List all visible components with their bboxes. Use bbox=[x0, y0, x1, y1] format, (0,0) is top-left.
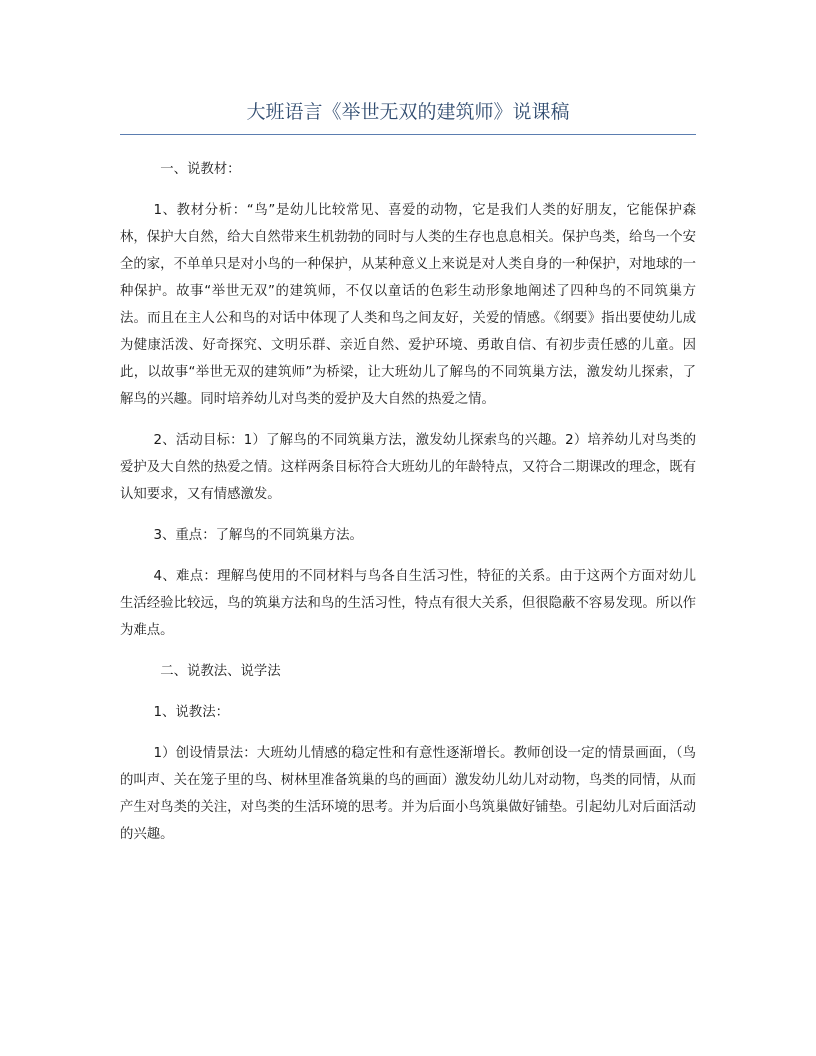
subheading-teaching-method: 1、说教法： bbox=[153, 705, 229, 720]
document-body bbox=[120, 156, 696, 862]
paragraph-difficulty: 4、难点：理解鸟使用的不同材料与鸟各自生活习性，特征的关系。由于这两个方面对幼儿生活经验比较远，鸟的筑巢方法和鸟的生活习性，特点有很大关系，但很隐蔽不容易发现。所以作为难点。 bbox=[120, 569, 696, 638]
paragraph-key-point: 3、重点：了解鸟的不同筑巢方法。 bbox=[153, 528, 363, 543]
section-heading-2: 二、说教法、说学法 bbox=[160, 664, 281, 679]
paragraph-activity-goals: 2、活动目标：1）了解鸟的不同筑巢方法，激发幼儿探索鸟的兴趣。2）培养幼儿对鸟类的爱护及大自然的热爱之情。这样两条目标符合大班幼儿的年龄特点，又符合二期课改的理念，既有认知要求，又有情感激发。 bbox=[120, 433, 696, 502]
title-divider bbox=[120, 134, 696, 135]
page-title: 大班语言《举世无双的建筑师》说课稿 bbox=[246, 101, 570, 123]
paragraph-scenario-method: 1）创设情景法：大班幼儿情感的稳定性和有意性逐渐增长。教师创设一定的情景画面，（鸟的叫声、关在笼子里的鸟、树林里准备筑巢的鸟的画面）激发幼儿幼儿对动物，鸟类的同情，从而产生对鸟类的关注，对鸟类的生活环境的思考。并为后面小鸟筑巢做好铺垫。引起幼儿对后面活动的兴趣。 bbox=[120, 746, 696, 842]
paragraph-material-analysis: 1、教材分析：“鸟”是幼儿比较常见、喜爱的动物，它是我们人类的好朋友，它能保护森林，保护大自然，给大自然带来生机勃勃的同时与人类的生存也息息相关。保护鸟类，给鸟一个安全的家，不单单只是对小鸟的一种保护，从某种意义上来说是对人类自身的一种保护，对地球的一种保护。故事“举世无双”的建筑师，不仅以童话的色彩生动形象地阐述了四种鸟的不同筑巢方法。而且在主人公和鸟的对话中体现了人类和鸟之间友好，关爱的情感。《纲要》指出要使幼儿成为健康活泼、好奇探究、文明乐群、亲近自然、爱护环境、勇敢自信、有初步责任感的儿童。因此，以故事“举世无双的建筑师”为桥梁，让大班幼儿了解鸟的不同筑巢方法，激发幼儿探索，了解鸟的兴趣。同时培养幼儿对鸟类的爱护及大自然的热爱之情。 bbox=[120, 203, 696, 407]
section-heading-1: 一、说教材： bbox=[160, 162, 241, 177]
